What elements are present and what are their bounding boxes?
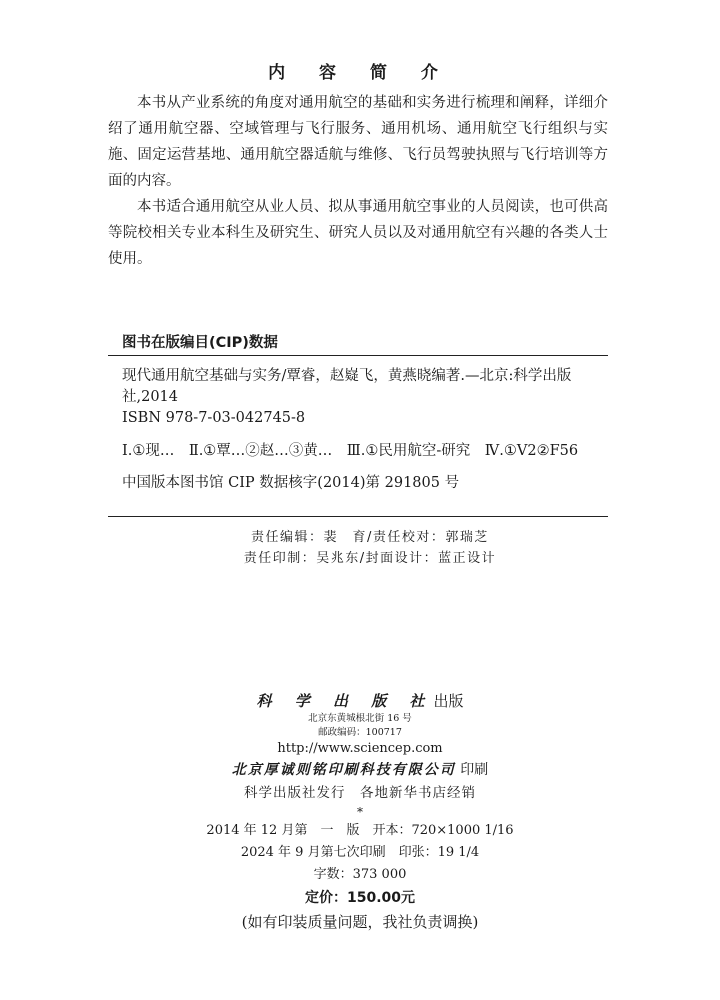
cip-record-number: 中国版本图书馆 CIP 数据核字(2014)第 291805 号 xyxy=(122,475,460,491)
cip-bottom-rule xyxy=(108,516,608,517)
quality-note: (如有印装质量问题，我社负责调换) xyxy=(241,913,479,931)
publisher-address: 北京东黄城根北街 16 号 xyxy=(308,713,412,724)
summary-paragraph-1: 本书从产业系统的角度对通用航空的基础和实务进行梳理和阐释，详细介绍了通用航空器、空域管理与飞行服务、通用机场、通用航空飞行组织与实施、固定运营基地、通用航空器适航与维修、飞行员驾驶执照与飞行培训等方面的内容。 xyxy=(108,95,608,189)
printer-name: 北京厚诚则铭印刷科技有限公司 xyxy=(231,762,456,778)
word-count: 字数：373 000 xyxy=(313,867,407,882)
content-summary xyxy=(108,90,608,272)
cip-classification: Ⅰ.①现… Ⅱ.①覃…②赵…③黄… Ⅲ.①民用航空-研究 Ⅳ.①V2②F56 xyxy=(122,443,579,459)
cip-heading: 图书在版编目(CIP)数据 xyxy=(122,335,278,351)
printer-line xyxy=(0,758,720,782)
separator-star: * xyxy=(357,805,363,819)
edition-line-1: 2014 年 12 月第 一 版 开本：720×1000 1/16 xyxy=(206,823,514,838)
summary-paragraph-2: 本书适合通用航空从业人员、拟从事通用航空事业的人员阅读，也可供高等院校相关专业本科生及研究生、研究人员以及对通用航空有兴趣的各类人士使用。 xyxy=(108,199,608,267)
publisher-website: http://www.sciencep.com xyxy=(277,741,443,756)
publication-info xyxy=(0,690,720,934)
credits-line-2: 责任印制：吴兆东/封面设计：蓝正设计 xyxy=(243,551,497,566)
price: 定价：150.00元 xyxy=(304,890,416,906)
cip-block xyxy=(122,366,610,494)
cip-top-rule xyxy=(108,355,608,356)
credits-line-1: 责任编辑：裴 育/责任校对：郭瑞芝 xyxy=(251,530,489,545)
publisher-suffix: 出版 xyxy=(433,692,464,710)
cip-bibliographic-line: 现代通用航空基础与实务/覃睿，赵嶷飞，黄燕晓编著.—北京:科学出版社,2014 xyxy=(122,368,572,405)
publisher-postcode: 邮政编码：100717 xyxy=(318,727,402,738)
printer-suffix: 印刷 xyxy=(460,762,489,778)
publisher-name: 科 学 出 版 社 xyxy=(256,692,434,710)
cip-isbn: ISBN 978-7-03-042745-8 xyxy=(122,410,306,426)
editorial-credits xyxy=(0,527,720,569)
publisher-line xyxy=(0,690,720,712)
distribution-line: 科学出版社发行 各地新华书店经销 xyxy=(244,785,476,801)
content-summary-title: 内 容 简 介 xyxy=(268,63,452,83)
edition-line-2: 2024 年 9 月第七次印刷 印张：19 1/4 xyxy=(240,845,480,860)
